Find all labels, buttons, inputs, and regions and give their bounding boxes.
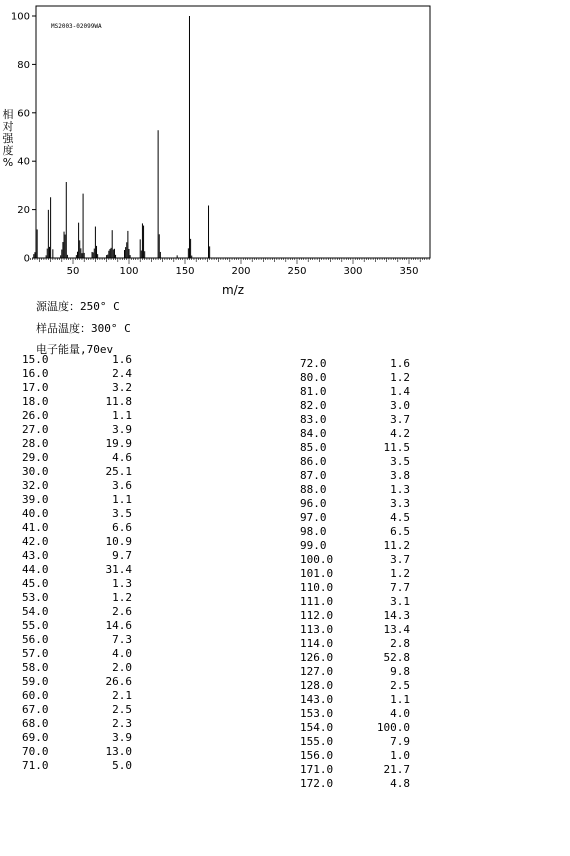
table-row xyxy=(300,525,410,539)
abundance-value: 1.1 xyxy=(390,693,410,706)
mz-value: 58.0 xyxy=(22,661,49,674)
abundance-value: 2.8 xyxy=(390,637,410,650)
abundance-value: 1.2 xyxy=(112,591,132,604)
spectrum-code: MS2003-02099WA xyxy=(51,23,102,30)
mz-value: 154.0 xyxy=(300,721,334,734)
mz-value: 17.0 xyxy=(22,381,49,394)
table-row xyxy=(300,707,410,721)
table-row xyxy=(22,591,132,605)
table-row xyxy=(22,521,132,535)
table-row xyxy=(300,427,410,441)
mz-value: 126.0 xyxy=(300,651,334,664)
table-row xyxy=(300,693,410,707)
abundance-value: 7.7 xyxy=(390,581,410,594)
abundance-value: 11.8 xyxy=(105,395,132,408)
abundance-value: 4.5 xyxy=(390,511,410,524)
x-axis-label: m/z xyxy=(221,283,245,297)
mz-value: 81.0 xyxy=(300,385,327,398)
table-row xyxy=(22,605,132,619)
y-axis-label-char: 强 xyxy=(2,132,14,145)
y-tick-label: 20 xyxy=(17,205,30,217)
x-tick-label: 200 xyxy=(231,266,251,277)
abundance-value: 3.6 xyxy=(112,479,132,492)
abundance-value: 3.7 xyxy=(390,553,410,566)
table-row xyxy=(22,717,132,731)
abundance-value: 1.6 xyxy=(390,357,410,370)
mz-value: 41.0 xyxy=(22,521,49,534)
table-row xyxy=(300,469,410,483)
mz-value: 54.0 xyxy=(22,605,49,618)
y-axis-label xyxy=(3,107,15,169)
mz-value: 87.0 xyxy=(300,469,327,482)
abundance-value: 2.0 xyxy=(112,661,132,674)
table-row xyxy=(22,451,132,465)
table-row xyxy=(300,399,410,413)
abundance-value: 3.0 xyxy=(390,399,410,412)
table-row xyxy=(22,367,132,381)
abundance-value: 1.3 xyxy=(112,577,132,590)
mz-value: 143.0 xyxy=(300,693,334,706)
electron-energy: 电子能量,70ev xyxy=(36,343,114,356)
mz-value: 172.0 xyxy=(300,777,334,790)
mz-value: 171.0 xyxy=(300,763,334,776)
abundance-value: 2.3 xyxy=(112,717,132,730)
mz-value: 112.0 xyxy=(300,609,334,622)
mz-value: 42.0 xyxy=(22,535,49,548)
table-row xyxy=(300,749,410,763)
abundance-value: 1.2 xyxy=(390,567,410,580)
abundance-value: 11.5 xyxy=(383,441,410,454)
abundance-value: 1.2 xyxy=(390,371,410,384)
table-row xyxy=(22,745,132,759)
table-row xyxy=(22,633,132,647)
abundance-value: 4.8 xyxy=(390,777,410,790)
table-row xyxy=(22,535,132,549)
table-row xyxy=(22,381,132,395)
mz-value: 97.0 xyxy=(300,511,327,524)
y-tick-label: 80 xyxy=(17,59,30,71)
peak-table-right xyxy=(300,357,410,791)
mz-value: 26.0 xyxy=(22,409,49,422)
mz-value: 43.0 xyxy=(22,549,49,562)
table-row xyxy=(22,647,132,661)
abundance-value: 7.3 xyxy=(112,633,132,646)
y-axis-label-char: 对 xyxy=(2,120,14,133)
y-axis-label-char: 相 xyxy=(2,108,14,121)
mz-value: 16.0 xyxy=(22,367,49,380)
spectrum-peaks xyxy=(34,16,210,258)
table-row xyxy=(300,763,410,777)
mz-value: 96.0 xyxy=(300,497,327,510)
abundance-value: 11.2 xyxy=(383,539,410,552)
mz-value: 82.0 xyxy=(300,399,327,412)
mz-value: 100.0 xyxy=(300,553,334,566)
mz-value: 39.0 xyxy=(22,493,49,506)
abundance-value: 4.2 xyxy=(390,427,410,440)
x-tick-label: 250 xyxy=(287,266,307,277)
source-temperature: 源温度：250° C xyxy=(36,300,120,313)
abundance-value: 2.1 xyxy=(112,689,132,702)
table-row xyxy=(300,623,410,637)
abundance-value: 14.6 xyxy=(105,619,132,632)
y-tick-label: 40 xyxy=(17,156,30,168)
table-row xyxy=(22,619,132,633)
abundance-value: 1.1 xyxy=(112,409,132,422)
mz-value: 55.0 xyxy=(22,619,49,632)
mz-value: 44.0 xyxy=(22,563,49,576)
plot-frame xyxy=(36,6,430,258)
table-row xyxy=(300,679,410,693)
abundance-value: 19.9 xyxy=(105,437,132,450)
mz-value: 111.0 xyxy=(300,595,334,608)
abundance-value: 1.6 xyxy=(112,353,132,366)
mz-value: 45.0 xyxy=(22,577,49,590)
mz-value: 99.0 xyxy=(300,539,327,552)
table-row xyxy=(300,581,410,595)
mz-value: 40.0 xyxy=(22,507,49,520)
x-tick-label: 150 xyxy=(175,266,195,277)
table-row xyxy=(300,567,410,581)
table-row xyxy=(300,665,410,679)
x-tick-label: 100 xyxy=(119,266,139,277)
abundance-value: 1.0 xyxy=(390,749,410,762)
table-row xyxy=(22,423,132,437)
sample-temperature: 样品温度：300° C xyxy=(36,322,131,335)
mz-value: 155.0 xyxy=(300,735,334,748)
table-row xyxy=(22,563,132,577)
abundance-value: 2.5 xyxy=(112,703,132,716)
abundance-value: 7.9 xyxy=(390,735,410,748)
mz-value: 85.0 xyxy=(300,441,327,454)
abundance-value: 3.5 xyxy=(112,507,132,520)
mz-value: 60.0 xyxy=(22,689,49,702)
abundance-value: 9.7 xyxy=(112,549,132,562)
x-tick-label: 50 xyxy=(66,266,80,277)
y-tick-label: 100 xyxy=(10,11,30,23)
table-row xyxy=(22,703,132,717)
abundance-value: 3.8 xyxy=(390,469,410,482)
mz-value: 67.0 xyxy=(22,703,49,716)
mz-value: 69.0 xyxy=(22,731,49,744)
abundance-value: 6.5 xyxy=(390,525,410,538)
abundance-value: 14.3 xyxy=(383,609,410,622)
abundance-value: 21.7 xyxy=(383,763,410,776)
mz-value: 110.0 xyxy=(300,581,334,594)
x-axis xyxy=(30,258,429,277)
table-row xyxy=(300,455,410,469)
mz-value: 153.0 xyxy=(300,707,334,720)
table-row xyxy=(300,609,410,623)
y-axis xyxy=(11,12,36,265)
table-row xyxy=(22,493,132,507)
table-row xyxy=(300,497,410,511)
abundance-value: 13.0 xyxy=(105,745,132,758)
x-tick-label: 350 xyxy=(399,266,419,277)
mz-value: 56.0 xyxy=(22,633,49,646)
abundance-value: 1.1 xyxy=(112,493,132,506)
mz-value: 88.0 xyxy=(300,483,327,496)
mz-value: 68.0 xyxy=(22,717,49,730)
mz-value: 29.0 xyxy=(22,451,49,464)
table-row xyxy=(22,549,132,563)
mz-value: 70.0 xyxy=(22,745,49,758)
mz-value: 72.0 xyxy=(300,357,327,370)
mz-value: 114.0 xyxy=(300,637,334,650)
mass-spectrum-chart xyxy=(0,0,570,300)
abundance-value: 4.6 xyxy=(112,451,132,464)
table-row xyxy=(300,777,410,791)
table-row xyxy=(22,731,132,745)
mz-value: 32.0 xyxy=(22,479,49,492)
y-axis-label-char: 度 xyxy=(2,144,14,157)
mz-value: 113.0 xyxy=(300,623,334,636)
table-row xyxy=(300,413,410,427)
table-row xyxy=(22,759,132,773)
mz-value: 57.0 xyxy=(22,647,49,660)
table-row xyxy=(22,465,132,479)
mz-value: 27.0 xyxy=(22,423,49,436)
table-row xyxy=(300,441,410,455)
abundance-value: 3.9 xyxy=(112,731,132,744)
y-axis-label-char: % xyxy=(2,156,14,169)
table-row xyxy=(300,483,410,497)
table-row xyxy=(300,637,410,651)
y-tick-label: 0 xyxy=(23,253,30,265)
table-row xyxy=(300,721,410,735)
mz-value: 18.0 xyxy=(22,395,49,408)
abundance-value: 6.6 xyxy=(112,521,132,534)
table-row xyxy=(22,479,132,493)
mz-value: 156.0 xyxy=(300,749,334,762)
abundance-value: 3.7 xyxy=(390,413,410,426)
mz-value: 59.0 xyxy=(22,675,49,688)
mz-value: 80.0 xyxy=(300,371,327,384)
table-row xyxy=(22,507,132,521)
mz-value: 28.0 xyxy=(22,437,49,450)
abundance-value: 4.0 xyxy=(390,707,410,720)
abundance-value: 3.2 xyxy=(112,381,132,394)
abundance-value: 9.8 xyxy=(390,665,410,678)
mz-value: 15.0 xyxy=(22,353,49,366)
table-row xyxy=(300,511,410,525)
abundance-value: 13.4 xyxy=(383,623,410,636)
mz-value: 101.0 xyxy=(300,567,334,580)
table-row xyxy=(300,595,410,609)
mz-value: 84.0 xyxy=(300,427,327,440)
x-tick-label: 300 xyxy=(343,266,363,277)
table-row xyxy=(300,371,410,385)
abundance-value: 10.9 xyxy=(105,535,132,548)
mz-value: 127.0 xyxy=(300,665,334,678)
abundance-value: 2.6 xyxy=(112,605,132,618)
table-row xyxy=(300,539,410,553)
abundance-value: 4.0 xyxy=(112,647,132,660)
abundance-value: 3.1 xyxy=(390,595,410,608)
abundance-value: 2.4 xyxy=(112,367,132,380)
table-row xyxy=(300,385,410,399)
abundance-value: 1.4 xyxy=(390,385,410,398)
abundance-value: 52.8 xyxy=(383,651,410,664)
mz-value: 71.0 xyxy=(22,759,49,772)
table-row xyxy=(22,661,132,675)
mz-value: 83.0 xyxy=(300,413,327,426)
table-row xyxy=(22,437,132,451)
table-row xyxy=(22,689,132,703)
table-row xyxy=(22,353,132,367)
table-row xyxy=(22,675,132,689)
abundance-value: 26.6 xyxy=(105,675,132,688)
abundance-value: 1.3 xyxy=(390,483,410,496)
abundance-value: 3.5 xyxy=(390,455,410,468)
abundance-value: 25.1 xyxy=(105,465,132,478)
abundance-value: 3.3 xyxy=(390,497,410,510)
abundance-value: 3.9 xyxy=(112,423,132,436)
table-row xyxy=(300,357,410,371)
abundance-value: 5.0 xyxy=(112,759,132,772)
table-row xyxy=(300,735,410,749)
mz-value: 53.0 xyxy=(22,591,49,604)
table-row xyxy=(300,553,410,567)
mz-value: 98.0 xyxy=(300,525,327,538)
mz-value: 86.0 xyxy=(300,455,327,468)
y-tick-label: 60 xyxy=(17,108,30,120)
table-row xyxy=(22,395,132,409)
table-row xyxy=(300,651,410,665)
table-row xyxy=(22,577,132,591)
abundance-value: 31.4 xyxy=(105,563,132,576)
abundance-value: 2.5 xyxy=(390,679,410,692)
mz-value: 30.0 xyxy=(22,465,49,478)
abundance-value: 100.0 xyxy=(376,721,410,734)
mz-value: 128.0 xyxy=(300,679,334,692)
peak-table-left xyxy=(22,353,132,773)
table-row xyxy=(22,409,132,423)
